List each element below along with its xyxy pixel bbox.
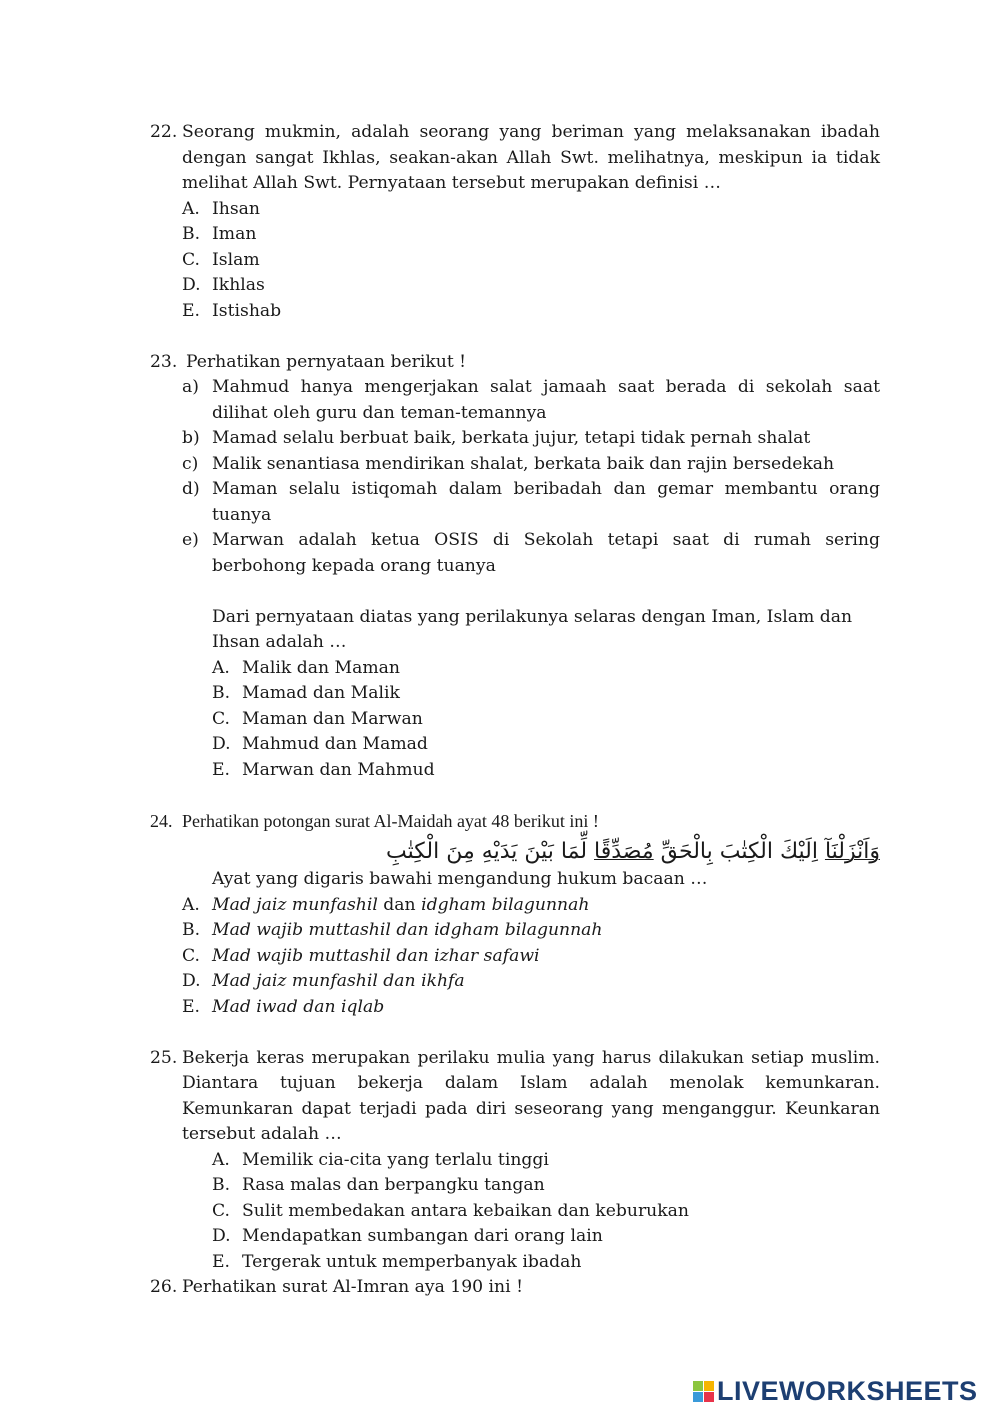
option-text: Memilik cia-cita yang terlalu tinggi [242, 1149, 549, 1170]
question-text: Bekerja keras merupakan perilaku mulia yang harus dilakukan setiap muslim. Diantara tujuan bekerja dalam Islam adalah menolak kemunkaran. Kemunkaran dapat terjadi pada diri seseorang yang menganggur. Keunkaran tersebut adalah … [182, 1047, 880, 1144]
option-letter: D. [212, 734, 231, 754]
option[interactable] [182, 528, 880, 579]
arabic-word: بِالْحَقِّ [660, 839, 713, 864]
option-text: Mahmud hanya mengerjakan salat jamaah saat berada di sekolah saat dilihat oleh guru dan teman-temannya [212, 377, 880, 423]
option-text: Rasa malas dan berpangku tangan [242, 1175, 545, 1195]
option-text: Malik senantiasa mendirikan shalat, berkata baik dan rajin bersedekah [212, 453, 835, 474]
option-text: Marwan adalah ketua OSIS di Sekolah tetapi saat di rumah sering berbohong kepada orang tuanya [212, 530, 880, 576]
option-letter: e) [182, 530, 199, 550]
option-letter: A. [182, 894, 200, 915]
option-letter: E. [182, 300, 201, 321]
option[interactable] [182, 248, 880, 274]
option-letter: d) [182, 479, 200, 499]
question-number: 22. [150, 122, 178, 142]
option-letter: E. [212, 759, 231, 780]
question-26 [150, 1275, 880, 1301]
option[interactable] [212, 732, 880, 758]
option-letter: B. [182, 920, 201, 940]
option[interactable] [212, 1173, 880, 1199]
option[interactable] [182, 944, 880, 970]
option-text: Maman selalu istiqomah dalam beribadah dan gemar membantu orang tuanya [212, 479, 880, 525]
option[interactable] [182, 995, 880, 1021]
option-text: Mad wajib muttashil dan idgham bilagunnah [212, 920, 603, 940]
option-letter: D. [182, 275, 201, 295]
option[interactable] [212, 1199, 880, 1225]
option[interactable] [212, 1250, 880, 1276]
option[interactable] [182, 222, 880, 248]
option-letter: E. [212, 1251, 231, 1272]
question-text: Perhatikan surat Al-Imran aya 190 ini ! [182, 1277, 523, 1297]
question-text: Perhatikan pernyataan berikut ! [186, 351, 467, 372]
option-letter: A. [212, 1149, 230, 1170]
option[interactable] [182, 375, 880, 426]
option-text: Mendapatkan sumbangan dari orang lain [242, 1226, 603, 1246]
logo-icon [693, 1381, 714, 1402]
option-text: Mad wajib muttashil dan izhar safawi [212, 945, 540, 966]
option-text: Ihsan [212, 198, 260, 219]
option[interactable] [182, 452, 880, 478]
option-letter: C. [212, 1200, 231, 1221]
option-text: Iman [212, 224, 257, 244]
option-text: Istishab [212, 300, 282, 321]
arabic-word: وَاَنْزَلْنَآ [824, 839, 880, 864]
option-letter: C. [182, 945, 201, 966]
option-text: dan [377, 894, 422, 915]
option-text: idgham bilagunnah [421, 894, 590, 915]
question-number: 24. [150, 810, 173, 831]
question-23 [150, 350, 880, 784]
option[interactable] [182, 273, 880, 299]
arabic-word: الْكِتٰبِ [386, 839, 440, 864]
option[interactable] [212, 1224, 880, 1250]
option-letter: b) [182, 428, 200, 448]
option-letter: c) [182, 453, 199, 474]
option-text: Sulit membedakan antara kebaikan dan keburukan [242, 1200, 689, 1221]
liveworksheets-logo [693, 1376, 978, 1407]
question-22 [150, 120, 880, 324]
option-text: Islam [212, 249, 260, 270]
option-letter: B. [212, 683, 231, 703]
option[interactable] [212, 758, 880, 784]
option[interactable] [212, 656, 880, 682]
option[interactable] [182, 426, 880, 452]
option-letter: B. [212, 1175, 231, 1195]
option-letter: a) [182, 377, 199, 397]
question-text: Perhatikan potongan surat Al-Maidah ayat 48 berikut ini ! [182, 810, 599, 831]
question-number: 23. [150, 351, 178, 372]
option[interactable] [182, 893, 880, 919]
option-letter: C. [182, 249, 201, 270]
question-number: 25. [150, 1047, 178, 1068]
arabic-word: مِنَ [446, 839, 475, 864]
option-text: Mahmud dan Mamad [242, 734, 428, 754]
option[interactable] [182, 197, 880, 223]
option-letter: D. [212, 1226, 231, 1246]
option-text: Marwan dan Mahmud [242, 759, 435, 780]
option-letter: D. [182, 971, 201, 991]
option-letter: A. [182, 198, 200, 219]
option-text: Ikhlas [212, 275, 265, 295]
option-text: Mad iwad dan iqlab [212, 996, 385, 1017]
option-text: Mamad dan Malik [242, 683, 400, 703]
question-25 [150, 1046, 880, 1276]
option-text: Tergerak untuk memperbanyak ibadah [242, 1251, 582, 1272]
option-letter: A. [212, 657, 230, 678]
option[interactable] [182, 477, 880, 528]
question-24 [150, 809, 880, 835]
option[interactable] [182, 299, 880, 325]
option-letter: B. [182, 224, 201, 244]
option-text: Mamad selalu berbuat baik, berkata jujur, tetapi tidak pernah shalat [212, 428, 811, 448]
arabic-word: اِلَيْكَ [779, 839, 818, 864]
question-number: 26. [150, 1277, 178, 1297]
arabic-word: بَيْنَ [524, 839, 554, 864]
question-prompt: Ayat yang digaris bawahi mengandung hukum bacaan … [212, 869, 708, 889]
question-prompt: Dari pernyataan diatas yang perilakunya selaras dengan Iman, Islam dan Ihsan adalah … [212, 606, 853, 652]
arabic-verse [150, 834, 880, 871]
option[interactable] [212, 1148, 880, 1174]
option[interactable] [212, 707, 880, 733]
option-letter: E. [182, 996, 201, 1017]
option-text: Malik dan Maman [242, 657, 400, 678]
question-text: Seorang mukmin, adalah seorang yang beriman yang melaksanakan ibadah dengan sangat Ikhlas, seakan-akan Allah Swt. melihatnya, meskipun ia tidak melihat Allah Swt. Pernyataan tersebut merupakan definisi … [182, 122, 880, 193]
option[interactable] [182, 918, 880, 944]
option[interactable] [212, 681, 880, 707]
arabic-word: مُصَدِّقًا [594, 839, 654, 864]
option-text: Maman dan Marwan [242, 708, 423, 729]
arabic-word: يَدَيْهِ [481, 839, 518, 864]
option-letter: C. [212, 708, 231, 729]
logo-text: LIVEWORKSHEETS [717, 1376, 978, 1406]
option[interactable] [182, 969, 880, 995]
option-text: Mad jaiz munfashil [212, 894, 378, 915]
arabic-word: الْكِتٰبَ [719, 839, 773, 864]
arabic-word: لِّمَا [560, 839, 588, 864]
option-text: Mad jaiz munfashil dan ikhfa [212, 971, 465, 991]
